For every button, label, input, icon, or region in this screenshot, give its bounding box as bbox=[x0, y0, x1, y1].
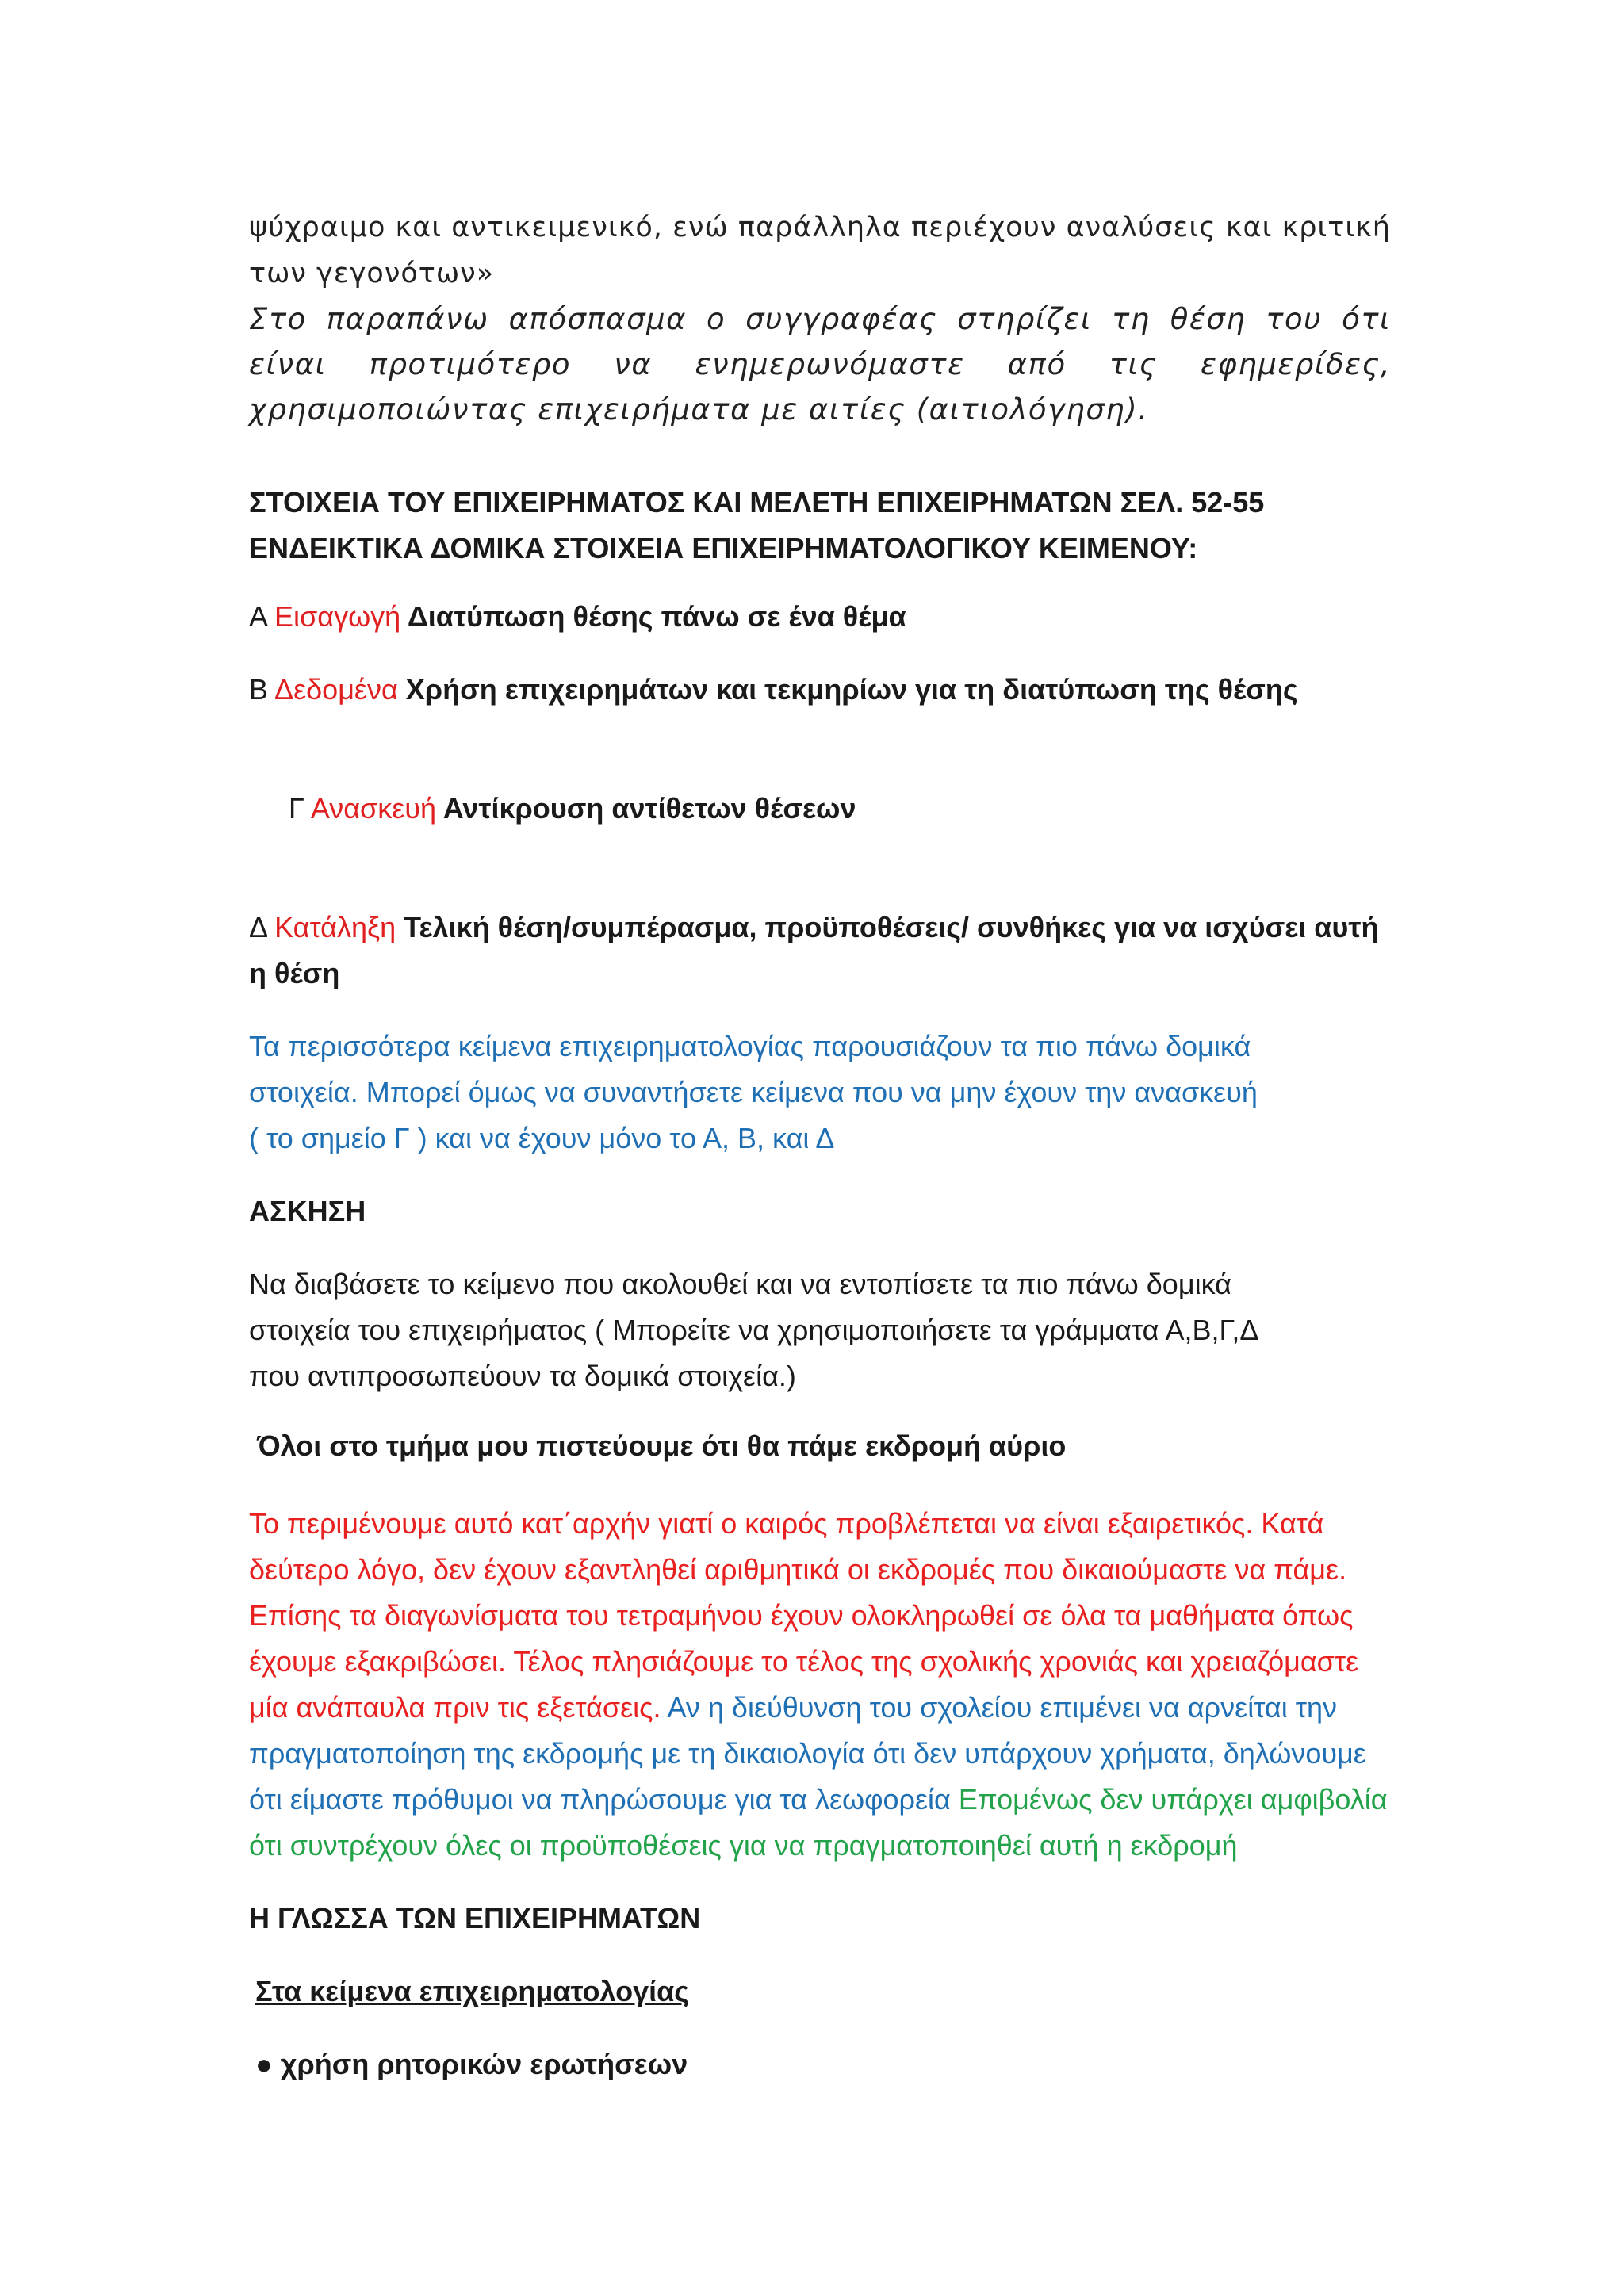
structure-note bbox=[249, 1024, 1391, 1161]
structure-label: Ανασκευή bbox=[310, 792, 437, 825]
structure-note-line1: Τα περισσότερα κείμενα επιχειρηματολογίας παρουσιάζουν τα πιο πάνω δομικά bbox=[249, 1030, 1251, 1062]
structure-desc: Διατύπωση θέσης πάνω σε ένα θέμα bbox=[400, 600, 906, 633]
language-subtitle: Στα κείμενα επιχειρηματολογίας bbox=[255, 1975, 689, 2007]
structure-desc: Τελική θέση/συμπέρασμα, προϋποθέσεις/ συνθήκες για να ισχύσει αυτή η θέση bbox=[249, 911, 1379, 989]
exercise-title: ΑΣΚΗΣΗ bbox=[249, 1195, 366, 1227]
structure-label: Εισαγωγή bbox=[274, 600, 401, 633]
quote-text: ψύχραιμο και αντικειμενικό, ενώ παράλληλα περιέχουν αναλύσεις και κριτική των γεγονότων» bbox=[249, 212, 1391, 289]
structure-letter: Β bbox=[249, 673, 275, 706]
structure-item-d bbox=[249, 905, 1391, 997]
structure-label: Δεδομένα bbox=[274, 673, 398, 706]
section-heading bbox=[249, 480, 1391, 572]
structure-letter: Α bbox=[249, 600, 275, 633]
structure-label: Κατάληξη bbox=[274, 911, 396, 943]
language-bullet: ● χρήση ρητορικών ερωτήσεων bbox=[255, 2048, 688, 2080]
structure-letter: Δ bbox=[249, 911, 275, 943]
structure-note-line2: στοιχεία. Μπορεί όμως να συναντήσετε κείμενα που να μην έχουν την ανασκευή bbox=[249, 1076, 1258, 1108]
structure-item-b bbox=[249, 667, 1391, 713]
structure-note-line3: ( το σημείο Γ ) και να έχουν μόνο το Α, Β, και Δ bbox=[249, 1122, 835, 1154]
section-heading-line1: ΣΤΟΙΧΕΙΑ ΤΟΥ ΕΠΙΧΕΙΡΗΜΑΤΟΣ ΚΑΙ ΜΕΛΕΤΗ ΕΠΙΧΕΙΡΗΜΑΤΩΝ ΣΕΛ. 52-55 bbox=[249, 486, 1265, 519]
structure-desc: Αντίκρουση αντίθετων θέσεων bbox=[436, 792, 856, 825]
structure-desc: Χρήση επιχειρημάτων και τεκμηρίων για τη διατύπωση της θέσης bbox=[397, 673, 1298, 706]
section-heading-line2: ΕΝΔΕΙΚΤΙΚΑ ΔΟΜΙΚΑ ΣΤΟΙΧΕΙΑ ΕΠΙΧΕΙΡΗΜΑΤΟΛΟΓΙΚΟΥ ΚΕΙΜΕΝΟΥ: bbox=[249, 532, 1198, 564]
exercise-line2: στοιχεία του επιχειρήματος ( Μπορείτε να χρησιμοποιήσετε τα γράμματα Α,Β,Γ,Δ bbox=[249, 1314, 1259, 1346]
quote-commentary: Στο παραπάνω απόσπασμα ο συγγραφέας στηρίζει τη θέση του ότι είναι προτιμότερο να ενημερωνόμαστε από τις εφημερίδες, χρησιμοποιώντας επιχειρήματα με αιτίες (αιτιολόγηση). bbox=[249, 302, 1391, 427]
exercise-passage bbox=[249, 1501, 1391, 1869]
passage-conclusion: Επομένως δεν υπάρχει αμφιβολία ότι συντρέχουν όλες οι προϋποθέσεις για να πραγματοποιηθεί αυτή η εκδρομή bbox=[249, 1783, 1388, 1862]
passage-rebuttal: Αν η διεύθυνση του σχολείου επιμένει να αρνείται την πραγματοποίηση της εκδρομής με τη δικαιολογία ότι δεν υπάρχουν χρήματα, δηλώνουμε ότι είμαστε πρόθυμοι να πληρώσουμε για τα λεωφορεία bbox=[249, 1691, 1366, 1816]
exercise-line3: που αντιπροσωπεύουν τα δομικά στοιχεία.) bbox=[249, 1360, 796, 1392]
structure-letter: Γ bbox=[281, 792, 311, 825]
exercise-thesis: Όλοι στο τμήμα μου πιστεύουμε ότι θα πάμε εκδρομή αύριο bbox=[249, 1429, 1067, 1462]
document-page bbox=[249, 205, 1391, 2087]
exercise-line1: Να διαβάσετε το κείμενο που ακολουθεί και να εντοπίσετε τα πιο πάνω δομικά bbox=[249, 1268, 1231, 1300]
structure-item-a bbox=[249, 594, 1391, 640]
structure-item-c bbox=[249, 740, 1391, 878]
exercise-instructions bbox=[249, 1261, 1391, 1399]
passage-arguments: Το περιμένουμε αυτό κατ΄αρχήν γιατί ο καιρός προβλέπεται να είναι εξαιρετικός. Κατά δεύτερο λόγο, δεν έχουν εξαντληθεί αριθμητικά οι εκδρομές που δικαιούμαστε να πάμε. Επίσης τα διαγωνίσματα του τετραμήνου έχουν ολοκληρωθεί σε όλα τα μαθήματα όπως έχουμε εξακριβώσει. Τέλος πλησιάζουμε το τέλος της σχολικής χρονιάς και χρειαζόμαστε μία ανάπαυλα πριν τις εξετάσεις. bbox=[249, 1507, 1359, 1724]
language-title: Η ΓΛΩΣΣΑ ΤΩΝ ΕΠΙΧΕΙΡΗΜΑΤΩΝ bbox=[249, 1902, 701, 1934]
